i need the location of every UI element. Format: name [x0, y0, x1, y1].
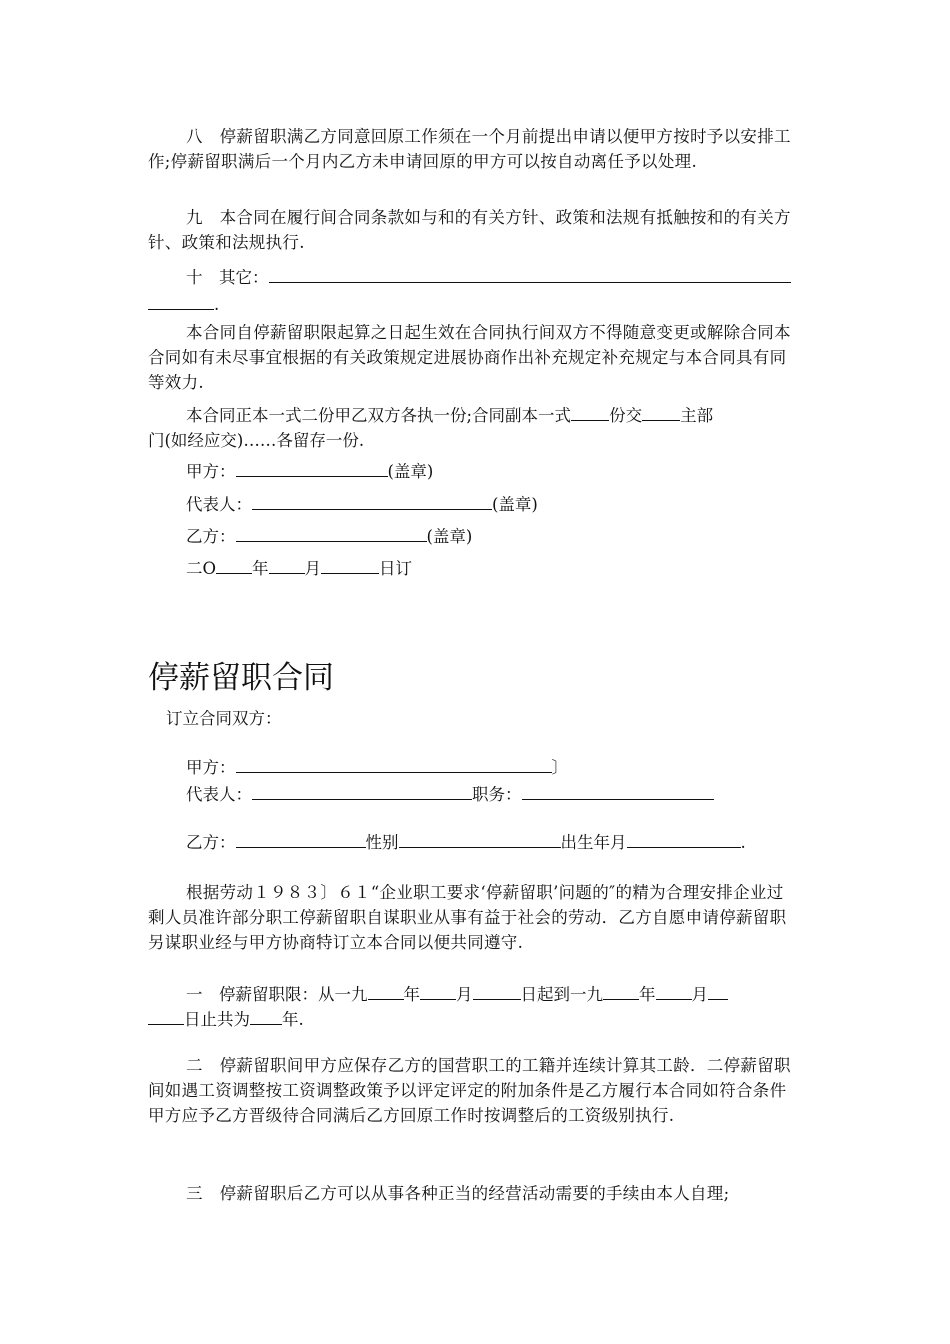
party-a-label: 甲方：	[186, 758, 236, 777]
clause-10-label: 十 其它：	[186, 268, 269, 287]
rep-field[interactable]	[252, 782, 472, 800]
end-month-field[interactable]	[656, 982, 692, 1000]
party-a-sign-field[interactable]	[236, 459, 388, 477]
copies-text-c: 主部	[680, 406, 714, 425]
rep-sign-field[interactable]	[252, 492, 492, 510]
seal-label: (盖章)	[426, 527, 473, 546]
end-month-label: 月	[691, 985, 708, 1004]
copies-line	[186, 403, 713, 428]
seal-label: (盖章)	[492, 495, 538, 514]
seal-label: (盖章)	[387, 462, 434, 481]
party-a-line	[186, 755, 568, 780]
copies-line-2: 门(如经应交)……各留存一份.	[148, 431, 365, 450]
party-b-line	[186, 830, 746, 855]
other-field-cont[interactable]	[148, 292, 214, 310]
end-year-field[interactable]	[603, 982, 639, 1000]
contract-subtitle: 订立合同双方：	[166, 709, 282, 728]
party-a-field[interactable]	[236, 755, 552, 773]
date-year-label: 年	[252, 559, 269, 578]
party-a-end: 〕	[551, 758, 568, 777]
party-b-sign-field[interactable]	[236, 524, 427, 542]
copies-count-field[interactable]	[571, 403, 609, 421]
start-year-field[interactable]	[368, 982, 404, 1000]
birth-label: 出生年月	[560, 833, 627, 852]
birth-field[interactable]	[627, 830, 741, 848]
clause-9: 九 本合同在履行间合同条款如与和的有关方针、政策和法规有抵触按和的有关方针、政策和法规执行.	[148, 208, 791, 252]
end-day-field-cont[interactable]	[148, 1007, 184, 1025]
rep-label: 代表人：	[186, 785, 252, 804]
end-day-field[interactable]	[708, 982, 728, 1000]
clause-1-text: 一 停薪留职限：从一九	[186, 985, 368, 1004]
clause-1-line	[186, 982, 728, 1007]
start-month-label: 月	[456, 985, 473, 1004]
contract-title: 停薪留职合同	[148, 660, 334, 696]
sign-party-a	[186, 459, 433, 484]
other-field[interactable]	[269, 265, 791, 283]
date-month-field[interactable]	[269, 556, 305, 574]
clause-10-end: .	[214, 295, 220, 314]
party-b-field[interactable]	[236, 830, 366, 848]
start-year-label: 年	[403, 985, 420, 1004]
clause-3: 三 停薪留职后乙方可以从事各种正当的经营活动需要的手续由本人自理;	[186, 1184, 730, 1203]
party-b-label: 乙方：	[186, 833, 236, 852]
position-label: 职务：	[472, 785, 522, 804]
gender-field[interactable]	[399, 830, 561, 848]
party-b-label: 乙方：	[186, 527, 236, 546]
date-month-label: 月	[304, 559, 322, 578]
clause-1-to: 日起到一九	[520, 985, 603, 1004]
basis-paragraph: 根据劳动１９８３〕６１“企业职工要求‘停薪留职’问题的″的精为合理安排企业过剩人员准许部分职工停薪留职自谋职业从事有益于社会的劳动．乙方自愿申请停薪留职另谋职业经与甲方协商特订立本合同以便共同遵守.	[148, 883, 787, 952]
start-month-field[interactable]	[420, 982, 456, 1000]
rep-label: 代表人：	[186, 495, 252, 514]
copies-text-a: 本合同正本一式二份甲乙双方各执一份;合同副本一式	[186, 406, 572, 425]
clause-2: 二 停薪留职间甲方应保存乙方的国营职工的工籍并连续计算其工龄．二停薪留职间如遇工资调整按工资调整政策予以评定评定的附加条件是乙方履行本合同如符合条件甲方应予乙方晋级待合同满后乙方回原工作时按调整后的工资级别执行.	[148, 1056, 791, 1125]
birth-end: .	[740, 833, 746, 852]
sign-rep	[186, 492, 538, 517]
end-year-label: 年	[639, 985, 656, 1004]
sign-date	[186, 556, 412, 581]
date-day-label: 日订	[379, 559, 413, 578]
date-year-field[interactable]	[216, 556, 252, 574]
date-prefix: 二O	[186, 559, 217, 578]
clause-8: 八 停薪留职满乙方同意回原工作须在一个月前提出申请以便甲方按时予以安排工作;停薪留职满后一个月内乙方未申请回原的甲方可以按自动离任予以处理.	[148, 127, 791, 171]
clause-1-cont	[148, 1007, 304, 1032]
position-field[interactable]	[522, 782, 714, 800]
effect-clause: 本合同自停薪留职限起算之日起生效在合同执行间双方不得随意变更或解除合同本合同如有未尽事宜根据的有关政策规定进展协商作出补充规定补充规定与本合同具有同等效力.	[148, 323, 791, 392]
clause-1-end: 年.	[282, 1010, 304, 1029]
clause-1-total: 日止共为	[184, 1010, 250, 1029]
total-years-field[interactable]	[250, 1007, 282, 1025]
rep-line	[186, 782, 714, 807]
date-day-field[interactable]	[321, 556, 379, 574]
gender-label: 性别	[365, 833, 399, 852]
start-day-field[interactable]	[473, 982, 521, 1000]
clause-10-line	[186, 265, 791, 290]
sign-party-b	[186, 524, 472, 549]
clause-10-cont	[148, 292, 219, 317]
copies-text-b: 份交	[609, 406, 643, 425]
party-a-label: 甲方：	[186, 462, 236, 481]
dept-field[interactable]	[642, 403, 680, 421]
